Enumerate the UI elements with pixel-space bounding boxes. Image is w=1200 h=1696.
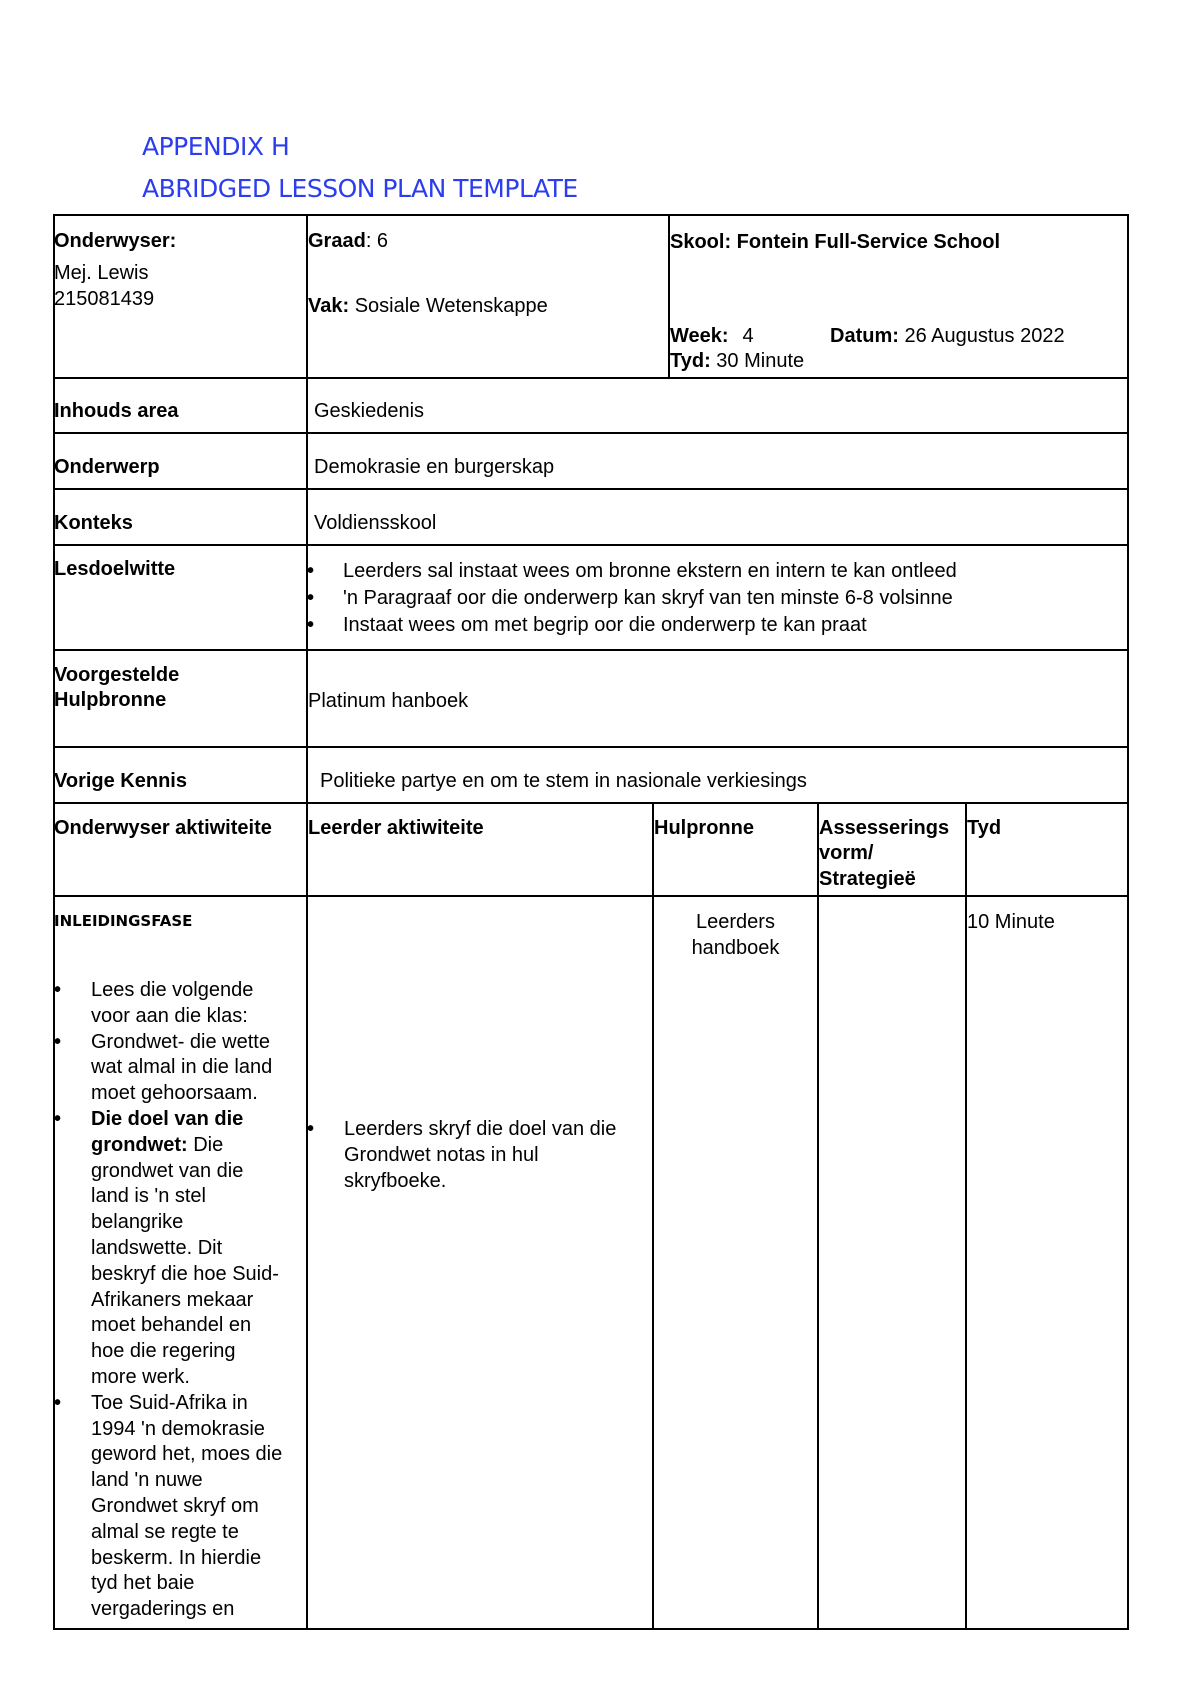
list-item: • Die doel van die grondwet: Die grondwet van die land is 'n stel belangrike landswette. Dit beskryf die hoe Suid- Afrikaners mekaar moet behandel en hoe die regering more werk.: [54, 1107, 282, 1391]
appendix-heading: APPENDIX H: [142, 132, 290, 161]
context-label: Konteks: [54, 512, 133, 534]
resources-label-line2: Hulpbronne: [54, 689, 167, 711]
topic-value: Demokrasie en burgerskap: [314, 456, 555, 478]
phase-label: INLEIDINGSFASE: [54, 912, 193, 930]
header-assessment-line2: vorm/: [819, 842, 874, 864]
content-area-value: Geskiedenis: [314, 400, 425, 422]
grade-value: : 6: [365, 230, 389, 252]
teacher-number: 215081439: [54, 288, 155, 310]
list-item: • Leerders skryf die doel van die Grondwet notas in hul skryfboeke.: [307, 1116, 616, 1194]
content-area-label: Inhouds area: [54, 400, 179, 422]
header-assessment-line3: Strategieë: [819, 868, 916, 890]
date-label: Datum:: [830, 325, 899, 347]
time-value: 30 Minute: [710, 350, 805, 372]
time-field: [670, 348, 804, 374]
grade-field: [308, 228, 388, 254]
prior-knowledge-value: Politieke partye en om te stem in nasionale verkiesings: [320, 770, 807, 792]
context-value: Voldiensskool: [314, 512, 437, 534]
header-assessment-line1: Assesserings: [819, 817, 950, 839]
learner-activities-list: [307, 1116, 616, 1194]
list-item: • Toe Suid-Afrika in 1994 'n demokrasie geword het, moes die land 'n nuwe Grondwet skryf om almal se regte te beskerm. In hierdie tyd het baie vergaderings en: [54, 1391, 282, 1623]
header-learner-activities: Leerder aktiwiteite: [308, 817, 484, 839]
teacher-name: Mej. Lewis: [54, 262, 149, 284]
teacher-label: Onderwyser:: [54, 230, 177, 252]
list-item: • Grondwet- die wette wat almal in die land moet gehoorsaam.: [54, 1030, 282, 1107]
resources-row: [53, 649, 1129, 748]
school-field: [670, 229, 1000, 255]
resources-label-line1: Voorgestelde: [54, 664, 180, 686]
teacher-activities-list: [54, 978, 282, 1623]
document-title: ABRIDGED LESSON PLAN TEMPLATE: [142, 174, 578, 203]
prior-knowledge-label: Vorige Kennis: [54, 770, 187, 792]
week-value: 4: [742, 325, 754, 347]
subject-value: Sosiale Wetenskappe: [349, 295, 548, 317]
objectives-label: Lesdoelwitte: [54, 558, 176, 580]
header-resources: Hulpronne: [654, 817, 754, 839]
week-field: [670, 323, 754, 349]
resources-cell-line1: Leerders: [696, 911, 775, 933]
list-item: • Instaat wees om met begrip oor die onderwerp te kan praat: [307, 612, 957, 639]
content-area-row: [53, 377, 1129, 434]
subject-label: Vak:: [308, 295, 350, 317]
header-teacher-activities: Onderwyser aktiwiteite: [54, 817, 272, 839]
date-field: [830, 323, 1065, 349]
resources-cell-line2: handboek: [691, 937, 780, 959]
topic-row: [53, 432, 1129, 490]
list-item: • 'n Paragraaf oor die onderwerp kan skryf van ten minste 6-8 volsinne: [307, 585, 957, 612]
school-label: Skool: [670, 231, 725, 253]
resources-value: Platinum hanboek: [308, 690, 469, 712]
context-row: [53, 488, 1129, 546]
date-value: 26 Augustus 2022: [898, 325, 1065, 347]
objectives-list: [307, 558, 957, 639]
school-value: : Fontein Full-Service School: [724, 231, 1001, 253]
grade-label: Graad: [308, 230, 366, 252]
list-item: • Leerders sal instaat wees om bronne ekstern en intern te kan ontleed: [307, 558, 957, 585]
subject-field: [308, 293, 548, 319]
topic-label: Onderwerp: [54, 456, 160, 478]
header-time: Tyd: [967, 817, 1002, 839]
list-item: • Lees die volgende voor aan die klas:: [54, 978, 282, 1030]
time-label: Tyd:: [670, 350, 711, 372]
time-cell: 10 Minute: [967, 911, 1055, 933]
week-label: Week:: [670, 325, 729, 347]
